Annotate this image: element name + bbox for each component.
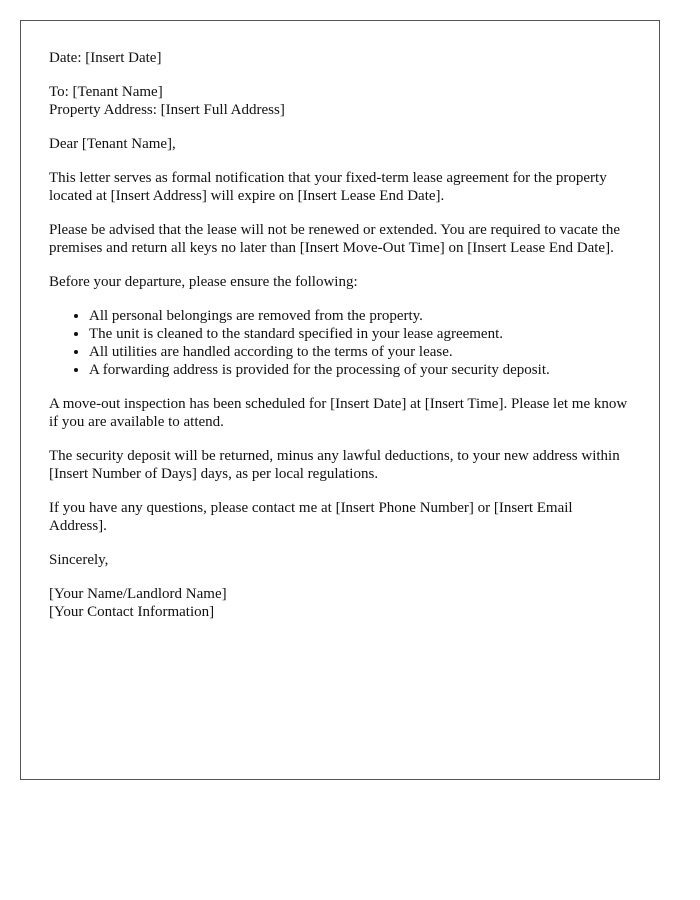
recipient-line: To: [Tenant Name]: [49, 84, 163, 100]
closing: Sincerely,: [49, 552, 109, 568]
property-address-line: Property Address: [Insert Full Address]: [49, 102, 285, 118]
signer-contact: [Your Contact Information]: [49, 604, 215, 620]
list-item: • A forwarding address is provided for the processing of your security deposit.: [89, 361, 631, 379]
move-out-checklist: [49, 307, 631, 379]
checklist-intro: Before your departure, please ensure the following:: [49, 274, 358, 290]
non-renewal-paragraph: Please be advised that the lease will not be renewed or extended. You are required to vacate the premises and return all keys no later than [Insert Move-Out Time] on [Insert Lease End Date].: [49, 222, 621, 256]
list-item: • All personal belongings are removed from the property.: [89, 307, 631, 325]
inspection-paragraph: A move-out inspection has been scheduled for [Insert Date] at [Insert Time]. Please let me know if you are available to attend.: [49, 396, 628, 430]
deposit-paragraph: The security deposit will be returned, minus any lawful deductions, to your new address within [Insert Number of Days] days, as per local regulations.: [49, 448, 620, 482]
salutation: Dear [Tenant Name],: [49, 136, 176, 152]
letter-page: [20, 20, 660, 780]
list-item: • All utilities are handled according to the terms of your lease.: [89, 343, 631, 361]
contact-paragraph: If you have any questions, please contact me at [Insert Phone Number] or [Insert Email Address].: [49, 500, 573, 534]
date-line: Date: [Insert Date]: [49, 50, 162, 66]
signature-block: [49, 585, 631, 621]
recipient-block: [49, 83, 631, 119]
list-item: • The unit is cleaned to the standard specified in your lease agreement.: [89, 325, 631, 343]
notification-paragraph: This letter serves as formal notification that your fixed-term lease agreement for the property located at [Insert Address] will expire on [Insert Lease End Date].: [49, 170, 607, 204]
signer-name: [Your Name/Landlord Name]: [49, 586, 227, 602]
